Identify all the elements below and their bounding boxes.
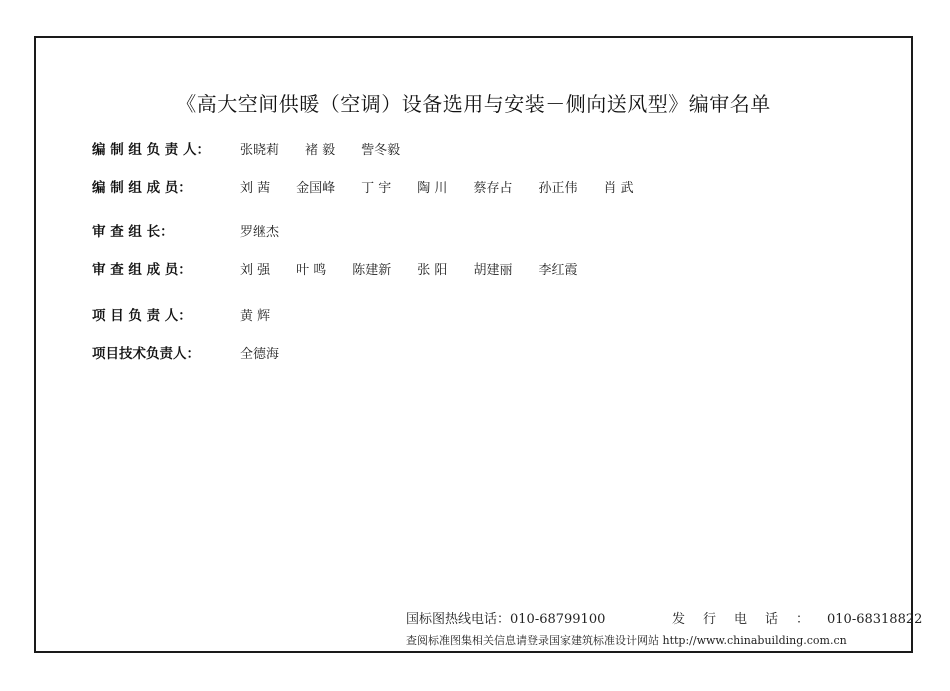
roster-row-editor-lead (92, 138, 426, 158)
role-label: 审 查 组 长： (92, 224, 174, 240)
person-name: 张 阳 (417, 263, 448, 278)
names-list (240, 177, 660, 196)
website-notice: 查阅标准图集相关信息请登录国家建筑标准设计网站 http://www.chinabuilding.com.cn (406, 634, 847, 647)
person-name: 刘 强 (240, 263, 271, 278)
roster-row-review-members (92, 258, 603, 278)
hotline-text: 国标图热线电话：010-68799100 (406, 612, 606, 627)
person-name: 蔡存占 (473, 181, 513, 196)
names-list (240, 305, 296, 324)
names-list (240, 259, 603, 278)
person-name: 肖 武 (603, 181, 634, 196)
role-label: 编 制 组 成 员： (92, 180, 192, 196)
person-name: 丁 宇 (361, 181, 392, 196)
page-title: 《高大空间供暖（空调）设备选用与安装－侧向送风型》编审名单 (176, 92, 771, 116)
role-label: 编 制 组 负 责 人： (92, 142, 210, 158)
role-label: 项目技术负责人： (92, 346, 200, 362)
person-name: 罗继杰 (240, 225, 280, 240)
roster-row-review-lead (92, 220, 305, 240)
person-name: 刘 茜 (240, 181, 271, 196)
names-list (240, 343, 305, 362)
names-list (240, 139, 426, 158)
person-name: 金国峰 (296, 181, 336, 196)
issue-phone-text (672, 608, 922, 627)
person-name: 褚 毅 (305, 143, 336, 158)
person-name: 陈建新 (352, 263, 392, 278)
roster-row-technical-lead (92, 342, 305, 362)
role-label: 项 目 负 责 人： (92, 308, 192, 324)
person-name: 陶 川 (417, 181, 448, 196)
role-label: 审 查 组 成 员： (92, 262, 192, 278)
roster-row-editor-members (92, 176, 660, 196)
person-name: 李红霞 (538, 263, 578, 278)
person-name: 全德海 (240, 347, 280, 362)
person-name: 张晓莉 (240, 143, 280, 158)
person-name: 黄 辉 (240, 309, 271, 324)
person-name: 胡建丽 (473, 263, 513, 278)
person-name: 孙正伟 (538, 181, 578, 196)
issue-phone-label: 发行电话： (672, 612, 828, 627)
issue-phone-number: 010-68318822 (827, 612, 923, 627)
document-frame (34, 36, 923, 653)
names-list (240, 221, 305, 240)
person-name: 叶 鸣 (296, 263, 327, 278)
roster-row-project-lead (92, 304, 296, 324)
person-name: 訾冬毅 (361, 143, 401, 158)
